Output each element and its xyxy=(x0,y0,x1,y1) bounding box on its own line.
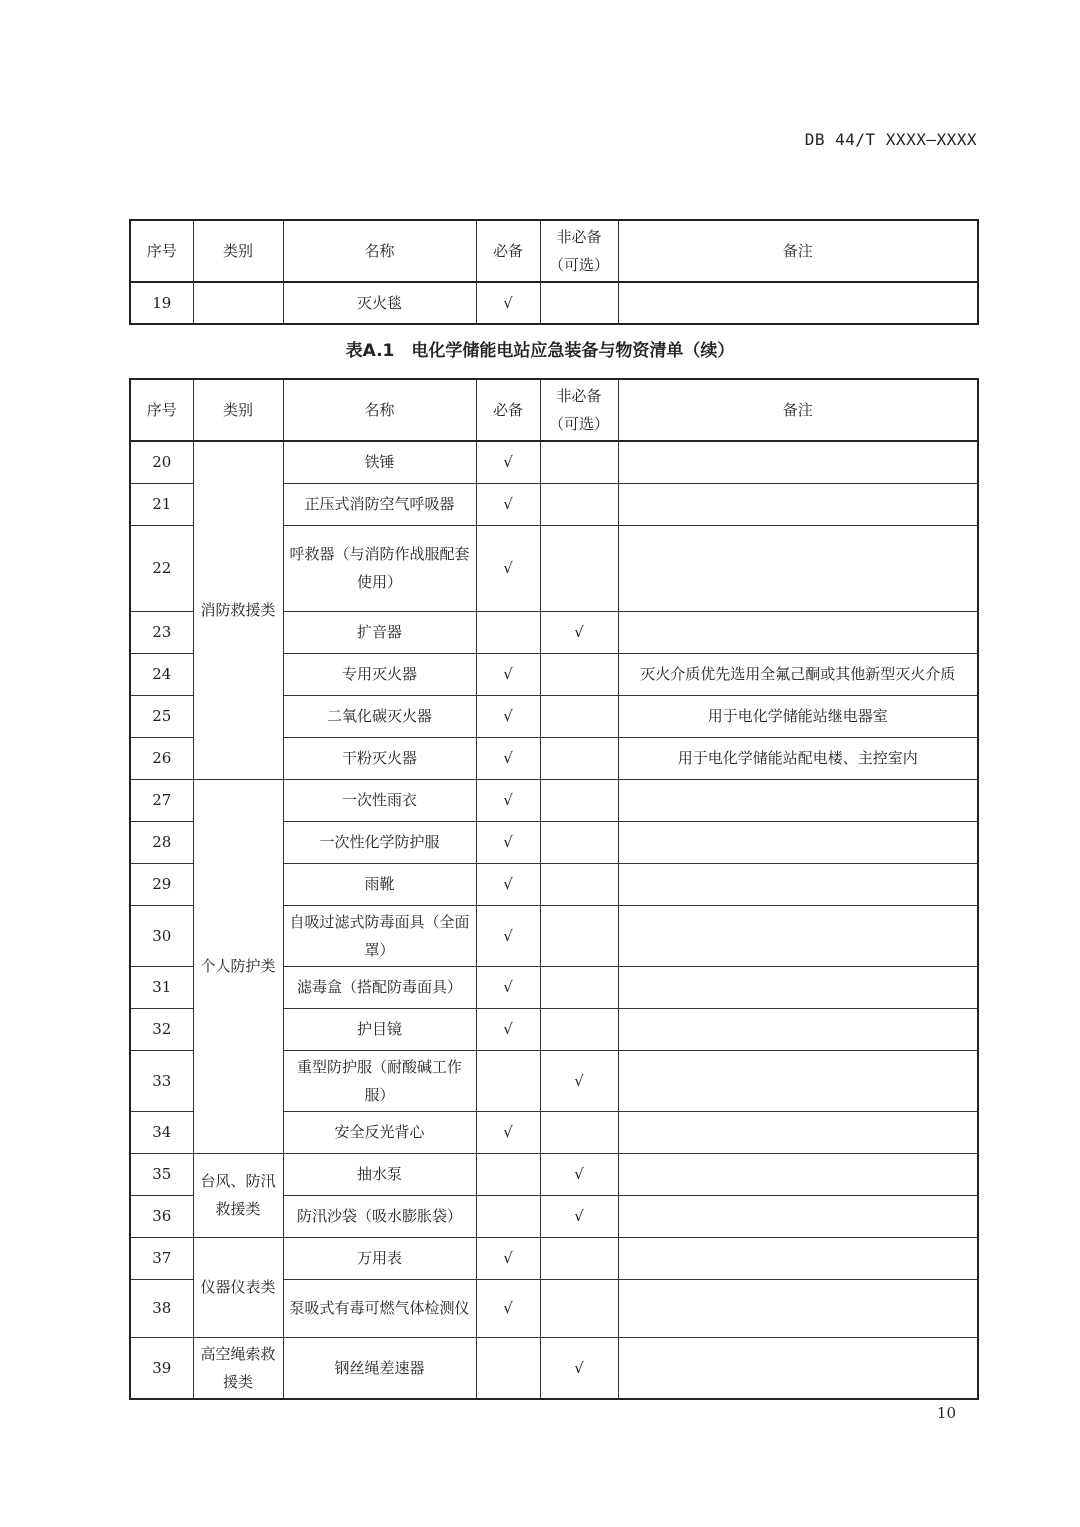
cell-name: 雨靴 xyxy=(283,863,476,905)
cell-name: 铁锤 xyxy=(283,441,476,483)
document-code: DB 44/T XXXX—XXXX xyxy=(804,130,977,149)
header-seq: 序号 xyxy=(130,379,193,441)
cell-required: √ xyxy=(476,282,540,324)
cell-optional: √ xyxy=(540,611,618,653)
cell-remarks xyxy=(618,905,978,966)
cell-name: 泵吸式有毒可燃气体检测仪 xyxy=(283,1279,476,1337)
cell-required: √ xyxy=(476,1279,540,1337)
header-required: 必备 xyxy=(476,220,540,282)
table-continued-top xyxy=(129,219,979,325)
cell-name: 正压式消防空气呼吸器 xyxy=(283,483,476,525)
cell-optional xyxy=(540,525,618,611)
cell-optional xyxy=(540,966,618,1008)
equipment-table xyxy=(129,378,979,1400)
cell-seq: 29 xyxy=(130,863,193,905)
cell-optional xyxy=(540,863,618,905)
cell-seq: 21 xyxy=(130,483,193,525)
cell-seq: 39 xyxy=(130,1337,193,1399)
cell-optional xyxy=(540,1279,618,1337)
cell-seq: 20 xyxy=(130,441,193,483)
cell-remarks: 用于电化学储能站配电楼、主控室内 xyxy=(618,737,978,779)
cell-required: √ xyxy=(476,653,540,695)
cell-remarks xyxy=(618,525,978,611)
cell-optional: √ xyxy=(540,1050,618,1111)
cell-remarks xyxy=(618,1195,978,1237)
table-row xyxy=(130,1337,978,1399)
cell-optional xyxy=(540,1008,618,1050)
cell-required: √ xyxy=(476,779,540,821)
cell-remarks: 灭火介质优先选用全氟己酮或其他新型灭火介质 xyxy=(618,653,978,695)
cell-name: 灭火毯 xyxy=(283,282,476,324)
cell-required: √ xyxy=(476,966,540,1008)
cell-optional xyxy=(540,779,618,821)
cell-required xyxy=(476,1195,540,1237)
cell-name: 专用灭火器 xyxy=(283,653,476,695)
cell-remarks xyxy=(618,821,978,863)
header-optional-line1: 非必备 xyxy=(556,387,602,405)
cell-seq: 19 xyxy=(130,282,193,324)
cell-optional: √ xyxy=(540,1195,618,1237)
cell-remarks xyxy=(618,282,978,324)
cell-name: 万用表 xyxy=(283,1237,476,1279)
cell-seq: 23 xyxy=(130,611,193,653)
cell-optional: √ xyxy=(540,1153,618,1195)
cell-required: √ xyxy=(476,1111,540,1153)
cell-name: 一次性雨衣 xyxy=(283,779,476,821)
cell-seq: 24 xyxy=(130,653,193,695)
cell-remarks xyxy=(618,1337,978,1399)
header-optional xyxy=(540,220,618,282)
cell-seq: 30 xyxy=(130,905,193,966)
cell-required xyxy=(476,611,540,653)
cell-optional xyxy=(540,737,618,779)
cell-seq: 22 xyxy=(130,525,193,611)
category-typhoon-flood: 台风、防汛救援类 xyxy=(193,1153,283,1237)
category-personal-protection: 个人防护类 xyxy=(193,779,283,1153)
cell-name: 一次性化学防护服 xyxy=(283,821,476,863)
category-high-rope-rescue: 高空绳索救援类 xyxy=(193,1337,283,1399)
cell-optional: √ xyxy=(540,1337,618,1399)
cell-remarks xyxy=(618,441,978,483)
header-optional-line1: 非必备 xyxy=(556,228,602,246)
cell-seq: 38 xyxy=(130,1279,193,1337)
cell-remarks xyxy=(618,1111,978,1153)
table-row xyxy=(130,441,978,483)
cell-name: 抽水泵 xyxy=(283,1153,476,1195)
cell-remarks xyxy=(618,779,978,821)
cell-name: 干粉灭火器 xyxy=(283,737,476,779)
cell-name: 防汛沙袋（吸水膨胀袋） xyxy=(283,1195,476,1237)
page-number: 10 xyxy=(936,1404,956,1422)
cell-optional xyxy=(540,441,618,483)
cell-name: 重型防护服（耐酸碱工作服） xyxy=(283,1050,476,1111)
cell-required: √ xyxy=(476,441,540,483)
table-row xyxy=(130,282,978,324)
cell-required: √ xyxy=(476,525,540,611)
cell-seq: 26 xyxy=(130,737,193,779)
cell-required xyxy=(476,1050,540,1111)
header-name: 名称 xyxy=(283,379,476,441)
cell-remarks xyxy=(618,966,978,1008)
cell-name: 扩音器 xyxy=(283,611,476,653)
cell-name: 二氧化碳灭火器 xyxy=(283,695,476,737)
cell-seq: 28 xyxy=(130,821,193,863)
header-optional xyxy=(540,379,618,441)
header-required: 必备 xyxy=(476,379,540,441)
cell-optional xyxy=(540,653,618,695)
cell-required xyxy=(476,1337,540,1399)
cell-seq: 33 xyxy=(130,1050,193,1111)
header-remarks: 备注 xyxy=(618,220,978,282)
cell-remarks: 用于电化学储能站继电器室 xyxy=(618,695,978,737)
cell-seq: 31 xyxy=(130,966,193,1008)
cell-seq: 36 xyxy=(130,1195,193,1237)
cell-seq: 32 xyxy=(130,1008,193,1050)
header-seq: 序号 xyxy=(130,220,193,282)
cell-remarks xyxy=(618,1050,978,1111)
cell-required: √ xyxy=(476,1237,540,1279)
header-name: 名称 xyxy=(283,220,476,282)
table-caption: 表A.1 电化学储能电站应急装备与物资清单（续） xyxy=(345,341,735,361)
cell-optional xyxy=(540,905,618,966)
cell-remarks xyxy=(618,611,978,653)
cell-seq: 35 xyxy=(130,1153,193,1195)
cell-required: √ xyxy=(476,863,540,905)
category-fire-rescue: 消防救援类 xyxy=(193,441,283,779)
cell-optional xyxy=(540,1237,618,1279)
cell-required: √ xyxy=(476,1008,540,1050)
cell-remarks xyxy=(618,1237,978,1279)
cell-seq: 25 xyxy=(130,695,193,737)
cell-optional xyxy=(540,483,618,525)
cell-required: √ xyxy=(476,821,540,863)
cell-required: √ xyxy=(476,695,540,737)
cell-name: 滤毒盒（搭配防毒面具） xyxy=(283,966,476,1008)
category-instruments: 仪器仪表类 xyxy=(193,1237,283,1337)
cell-remarks xyxy=(618,1008,978,1050)
header-optional-line2: （可选） xyxy=(548,415,609,433)
cell-remarks xyxy=(618,1153,978,1195)
header-remarks: 备注 xyxy=(618,379,978,441)
cell-required: √ xyxy=(476,905,540,966)
cell-remarks xyxy=(618,483,978,525)
cell-remarks xyxy=(618,863,978,905)
table-row xyxy=(130,779,978,821)
cell-name: 自吸过滤式防毒面具（全面罩） xyxy=(283,905,476,966)
cell-optional xyxy=(540,1111,618,1153)
cell-category xyxy=(193,282,283,324)
cell-name: 钢丝绳差速器 xyxy=(283,1337,476,1399)
header-optional-line2: （可选） xyxy=(548,256,609,274)
cell-name: 护目镜 xyxy=(283,1008,476,1050)
cell-seq: 37 xyxy=(130,1237,193,1279)
cell-required: √ xyxy=(476,737,540,779)
cell-required xyxy=(476,1153,540,1195)
cell-optional xyxy=(540,695,618,737)
cell-name: 呼救器（与消防作战服配套使用） xyxy=(283,525,476,611)
cell-seq: 27 xyxy=(130,779,193,821)
cell-optional xyxy=(540,821,618,863)
cell-seq: 34 xyxy=(130,1111,193,1153)
cell-required: √ xyxy=(476,483,540,525)
cell-name: 安全反光背心 xyxy=(283,1111,476,1153)
table-row xyxy=(130,1153,978,1195)
header-category: 类别 xyxy=(193,379,283,441)
table-row xyxy=(130,1237,978,1279)
cell-optional xyxy=(540,282,618,324)
cell-remarks xyxy=(618,1279,978,1337)
header-category: 类别 xyxy=(193,220,283,282)
